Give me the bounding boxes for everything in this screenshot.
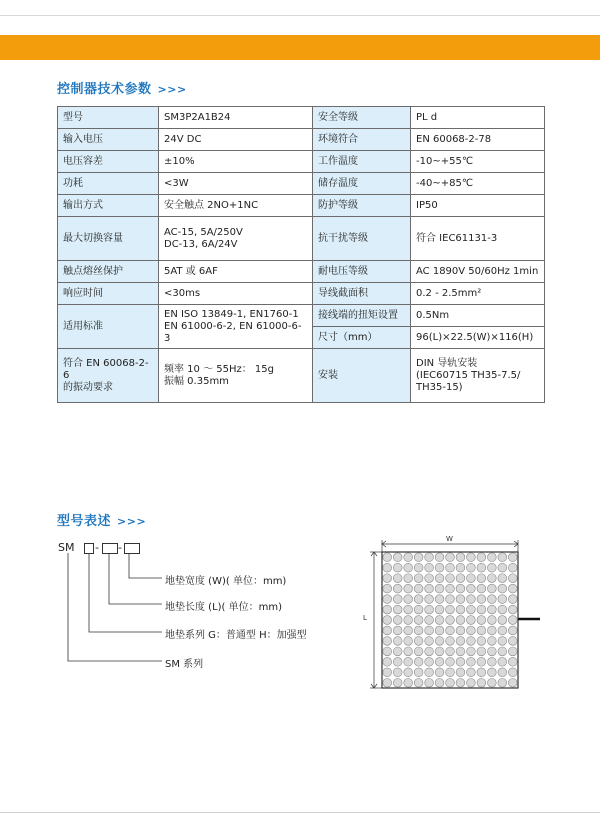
spec-value: 24V DC [159, 129, 313, 151]
spec-value: 安全触点 2NO+1NC [159, 195, 313, 217]
mat-dot [435, 584, 444, 593]
mat-dot [383, 595, 392, 604]
mat-dot [446, 605, 455, 614]
mat-dot [425, 626, 434, 635]
mat-dot [477, 657, 486, 666]
mat-dot [404, 553, 413, 562]
mat-dot [404, 678, 413, 687]
spec-value: IP50 [411, 195, 545, 217]
leader-line-sm [68, 553, 162, 661]
mat-dot [404, 605, 413, 614]
mat-dot [477, 563, 486, 572]
mat-dot [487, 595, 496, 604]
mat-dot [498, 605, 507, 614]
mat-dot [467, 678, 476, 687]
mat-dot [435, 657, 444, 666]
mat-dot [487, 616, 496, 625]
mat-dot [393, 647, 402, 656]
mat-dot [404, 574, 413, 583]
mat-dot [425, 595, 434, 604]
mat-dot [456, 626, 465, 635]
mat-dot [383, 626, 392, 635]
mat-dot [414, 668, 423, 677]
code-dash: - [95, 541, 99, 554]
mat-dot [435, 605, 444, 614]
spec-value-line: AC-15, 5A/250V [164, 226, 243, 238]
spec-value-line: EN ISO 13849-1, EN1760-1 [164, 308, 299, 320]
mat-dot [393, 637, 402, 646]
mat-dot [404, 584, 413, 593]
table-row [58, 195, 545, 217]
mat-dot [498, 626, 507, 635]
spec-label-line: 的振动要求 [63, 381, 113, 393]
mat-dot [446, 563, 455, 572]
mat-dot [508, 616, 517, 625]
mat-dot [435, 678, 444, 687]
mat-dot [404, 616, 413, 625]
mat-dot [498, 637, 507, 646]
mat-dot [487, 563, 496, 572]
mat-dot [498, 595, 507, 604]
mat-dot [414, 626, 423, 635]
mat-dot [508, 563, 517, 572]
mat-dot [414, 553, 423, 562]
mat-dot [404, 657, 413, 666]
mat-dot [508, 553, 517, 562]
length-code-box [102, 543, 118, 554]
spec-table [57, 106, 545, 403]
mat-dot [467, 584, 476, 593]
spec-value-line: DIN 导轨安装 [416, 357, 478, 369]
spec-value-line: (IEC60715 TH35-7.5/ [416, 369, 521, 381]
leader-line-length [109, 553, 162, 604]
mat-dot [477, 678, 486, 687]
mat-dot [467, 657, 476, 666]
spec-label: 防护等级 [313, 195, 411, 217]
mat-dot [477, 637, 486, 646]
mat-dot [414, 616, 423, 625]
table-row [58, 151, 545, 173]
mat-dot [477, 626, 486, 635]
mat-dot [404, 647, 413, 656]
mat-dot [477, 595, 486, 604]
spec-value-line: DC-13, 6A/24V [164, 238, 238, 250]
model-section-title [57, 510, 146, 529]
mat-dot [446, 637, 455, 646]
spec-value: EN 60068-2-78 [411, 129, 545, 151]
mat-dot [404, 595, 413, 604]
table-row [58, 283, 545, 305]
mat-dot [435, 563, 444, 572]
mat-dot [456, 563, 465, 572]
spec-value: 96(L)×22.5(W)×116(H) [411, 327, 545, 349]
model-title-arrows: >>> [117, 515, 147, 528]
safety-mat-drawing [360, 532, 545, 697]
spec-label: 储存温度 [313, 173, 411, 195]
mat-dot [456, 553, 465, 562]
spec-label [58, 349, 159, 403]
mat-dot [383, 605, 392, 614]
spec-value: ±10% [159, 151, 313, 173]
table-row [58, 107, 545, 129]
mat-dot [508, 574, 517, 583]
bottom-rule [0, 812, 600, 813]
mat-dot [393, 595, 402, 604]
mat-dot [383, 616, 392, 625]
spec-value: SM3P2A1B24 [159, 107, 313, 129]
mat-dot [487, 626, 496, 635]
mat-dot [393, 605, 402, 614]
mat-dot [487, 553, 496, 562]
mat-dot [435, 668, 444, 677]
width-label: W [446, 535, 453, 543]
spec-label: 输出方式 [58, 195, 159, 217]
spec-label: 输入电压 [58, 129, 159, 151]
mat-dot [508, 584, 517, 593]
mat-dot [456, 668, 465, 677]
spec-label: 导线截面积 [313, 283, 411, 305]
mat-dot [487, 574, 496, 583]
table-row [58, 349, 545, 403]
mat-dot [467, 668, 476, 677]
legend-length: 地垫长度 (L)( 单位：mm) [165, 602, 283, 613]
mat-dot [383, 657, 392, 666]
mat-dot [404, 563, 413, 572]
mat-dot [393, 563, 402, 572]
mat-dot [467, 647, 476, 656]
mat-dot [383, 553, 392, 562]
mat-dot [425, 574, 434, 583]
mat-dot [393, 626, 402, 635]
mat-dot [477, 616, 486, 625]
spec-value-line: 振幅 0.35mm [164, 375, 229, 387]
mat-dot [467, 605, 476, 614]
legend-sm: SM 系列 [165, 659, 204, 670]
mat-dot [456, 657, 465, 666]
width-code-box [124, 543, 140, 554]
spec-value [159, 305, 313, 349]
mat-dot [498, 678, 507, 687]
mat-dot [393, 668, 402, 677]
mat-dot [446, 584, 455, 593]
mat-dot [414, 574, 423, 583]
mat-dot [414, 563, 423, 572]
mat-dot [393, 553, 402, 562]
mat-dot [498, 668, 507, 677]
spec-value: -40~+85℃ [411, 173, 545, 195]
series-code-box [84, 543, 94, 554]
leader-line-series [89, 553, 162, 632]
mat-dot [435, 626, 444, 635]
mat-dot [446, 626, 455, 635]
mat-dot [393, 584, 402, 593]
mat-dot [404, 626, 413, 635]
length-label: L [363, 614, 367, 622]
mat-dot [467, 574, 476, 583]
spec-value: PL d [411, 107, 545, 129]
model-title-text: 型号表述 [57, 514, 112, 529]
mat-dot [498, 574, 507, 583]
mat-dot [467, 595, 476, 604]
mat-dot [508, 668, 517, 677]
mat-dot [498, 647, 507, 656]
mat-dot [477, 647, 486, 656]
mat-dot [446, 657, 455, 666]
spec-label: 最大切换容量 [58, 217, 159, 261]
mat-dot [508, 678, 517, 687]
mat-dot [487, 605, 496, 614]
mat-dot [508, 626, 517, 635]
mat-dot [487, 668, 496, 677]
spec-label: 适用标准 [58, 305, 159, 349]
spec-value-line: 频率 10 ～ 55Hz： 15g [164, 363, 275, 375]
mat-dot [477, 668, 486, 677]
mat-dot [393, 616, 402, 625]
mat-dot [393, 678, 402, 687]
mat-dot [383, 668, 392, 677]
mat-dot [467, 553, 476, 562]
mat-dot [425, 657, 434, 666]
spec-value: 5AT 或 6AF [159, 261, 313, 283]
mat-dot [487, 647, 496, 656]
legend-series: 地垫系列 G：普通型 H：加强型 [165, 630, 307, 641]
legend-width: 地垫宽度 (W)( 单位：mm) [165, 576, 287, 587]
mat-dot [425, 563, 434, 572]
mat-dot [456, 605, 465, 614]
table-row [58, 305, 545, 327]
mat-dot [508, 637, 517, 646]
spec-label: 电压容差 [58, 151, 159, 173]
mat-dot [383, 678, 392, 687]
mat-dot [508, 595, 517, 604]
mat-dot [425, 668, 434, 677]
mat-dot [414, 595, 423, 604]
mat-dot [425, 584, 434, 593]
mat-dot [383, 563, 392, 572]
mat-dot [498, 563, 507, 572]
mat-dot [487, 657, 496, 666]
mat-dot [467, 563, 476, 572]
mat-dot [435, 553, 444, 562]
mat-dot [414, 637, 423, 646]
mat-dot [508, 605, 517, 614]
mat-dot [383, 574, 392, 583]
mat-dot [414, 647, 423, 656]
spec-label: 安装 [313, 349, 411, 403]
mat-dot [456, 678, 465, 687]
top-rule [0, 15, 600, 16]
mat-dot [467, 616, 476, 625]
code-dash: - [118, 541, 122, 554]
mat-dot [435, 647, 444, 656]
mat-dot [456, 616, 465, 625]
spec-label: 功耗 [58, 173, 159, 195]
spec-label: 型号 [58, 107, 159, 129]
mat-dot [456, 595, 465, 604]
mat-dot [404, 637, 413, 646]
mat-dot [425, 637, 434, 646]
mat-dot [446, 668, 455, 677]
spec-value [411, 349, 545, 403]
mat-dot [467, 637, 476, 646]
spec-value: <30ms [159, 283, 313, 305]
mat-dot [393, 574, 402, 583]
model-code-diagram [58, 540, 338, 680]
mat-dot [414, 657, 423, 666]
table-row [58, 129, 545, 151]
mat-dot [498, 657, 507, 666]
mat-dot [487, 678, 496, 687]
header-banner [0, 35, 600, 60]
mat-dot [456, 647, 465, 656]
mat-dot [498, 553, 507, 562]
spec-value-line: TH35-15) [416, 381, 463, 393]
spec-label: 响应时间 [58, 283, 159, 305]
table-row [58, 217, 545, 261]
mat-dot [435, 637, 444, 646]
mat-dot [487, 637, 496, 646]
mat-dot [425, 553, 434, 562]
spec-label: 安全等级 [313, 107, 411, 129]
table-row [58, 173, 545, 195]
mat-dot [446, 647, 455, 656]
mat-dot [446, 595, 455, 604]
spec-label: 工作温度 [313, 151, 411, 173]
spec-label: 耐电压等级 [313, 261, 411, 283]
mat-dot [487, 584, 496, 593]
mat-dot [456, 584, 465, 593]
mat-dot [446, 553, 455, 562]
mat-dot [446, 574, 455, 583]
mat-dot [414, 678, 423, 687]
mat-dot [425, 605, 434, 614]
mat-dot [498, 616, 507, 625]
mat-dot [425, 678, 434, 687]
spec-value: AC 1890V 50/60Hz 1min [411, 261, 545, 283]
mat-dot [477, 553, 486, 562]
spec-value: 0.2 - 2.5mm² [411, 283, 545, 305]
leader-line-width [129, 553, 162, 578]
mat-dot [414, 584, 423, 593]
mat-dot [446, 678, 455, 687]
mat-dot [498, 584, 507, 593]
mat-dot [477, 574, 486, 583]
safety-mat-diagram [360, 532, 545, 697]
mat-dot [414, 605, 423, 614]
spec-label: 抗干扰等级 [313, 217, 411, 261]
spec-label: 环境符合 [313, 129, 411, 151]
mat-dot [383, 637, 392, 646]
mat-dot [456, 574, 465, 583]
mat-dot [425, 647, 434, 656]
spec-title-arrows: >>> [157, 83, 187, 96]
spec-title-text: 控制器技术参数 [57, 82, 152, 97]
mat-dot [435, 616, 444, 625]
spec-value: -10~+55℃ [411, 151, 545, 173]
mat-dot [383, 647, 392, 656]
spec-value [159, 349, 313, 403]
spec-label: 接线端的扭矩设置 [313, 305, 411, 327]
spec-label-line: 符合 EN 60068-2-6 [63, 357, 149, 381]
spec-value [159, 217, 313, 261]
model-code-prefix: SM [58, 541, 75, 554]
mat-dot [508, 657, 517, 666]
mat-dot [477, 605, 486, 614]
spec-value: 符合 IEC61131-3 [411, 217, 545, 261]
spec-value: <3W [159, 173, 313, 195]
mat-dot [435, 595, 444, 604]
spec-value: 0.5Nm [411, 305, 545, 327]
mat-dot [425, 616, 434, 625]
spec-value-line: EN 61000-6-2, EN 61000-6-3 [164, 320, 302, 344]
mat-dot [467, 626, 476, 635]
mat-dot [393, 657, 402, 666]
table-row [58, 261, 545, 283]
spec-label: 触点熔丝保护 [58, 261, 159, 283]
mat-dot [446, 616, 455, 625]
spec-section-title [57, 78, 187, 97]
mat-dot [383, 584, 392, 593]
mat-dot [508, 647, 517, 656]
spec-label: 尺寸（mm） [313, 327, 411, 349]
mat-dot [456, 637, 465, 646]
mat-dot [477, 584, 486, 593]
mat-dot [404, 668, 413, 677]
mat-dot [435, 574, 444, 583]
